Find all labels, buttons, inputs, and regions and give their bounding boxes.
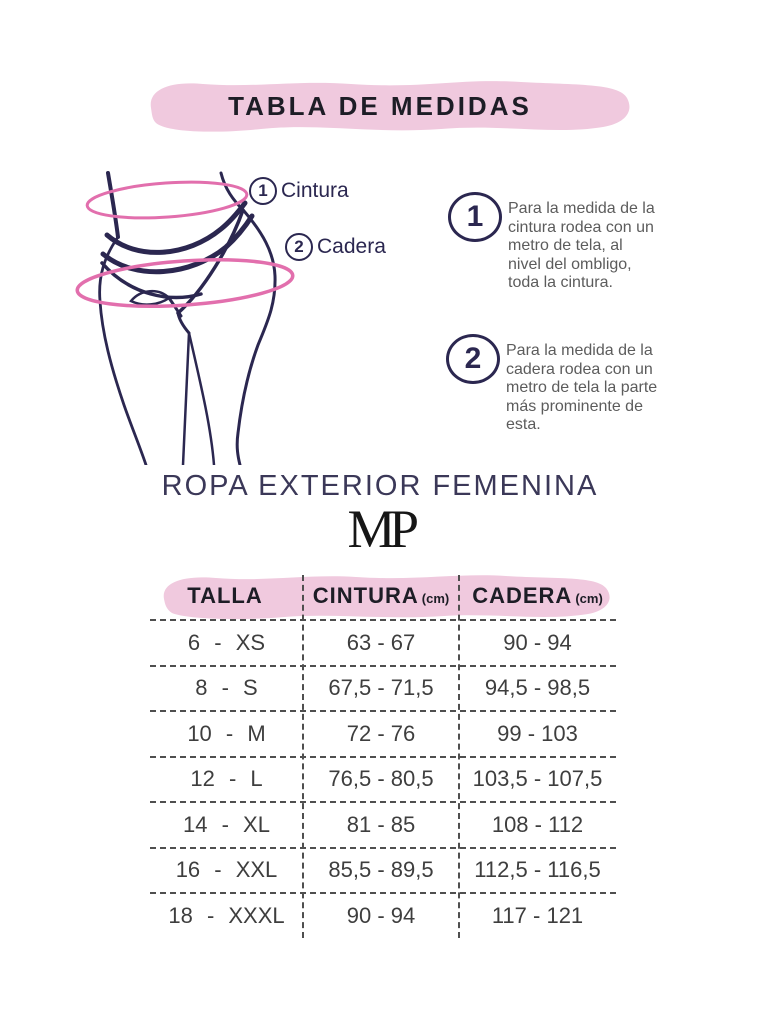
talla-cell: 14 - XL [183, 811, 270, 837]
cintura-cell: 63 - 67 [346, 629, 416, 655]
size-row [150, 847, 616, 893]
size-table-rows [150, 619, 616, 938]
col-header-talla [150, 583, 303, 609]
col-header-talla-label: TALLA [187, 583, 263, 608]
col-header-cintura-unit: (cm) [421, 591, 450, 606]
hip-label [285, 233, 386, 261]
number-1-badge: 1 [249, 177, 277, 205]
size-row [150, 756, 616, 802]
col-header-cadera-label: CADERA [472, 583, 573, 608]
size-row [150, 892, 616, 938]
size-row [150, 665, 616, 711]
cadera-cell: 112,5 - 116,5 [474, 857, 601, 883]
brand-logo: MP [347, 499, 413, 559]
cadera-cell: 117 - 121 [491, 902, 584, 928]
cadera-cell: 94,5 - 98,5 [484, 675, 591, 701]
cintura-cell: 72 - 76 [346, 720, 416, 746]
cadera-cell: 99 - 103 [497, 720, 578, 746]
talla-cell: 18 - XXXL [168, 902, 285, 928]
size-row [150, 710, 616, 756]
cintura-cell: 90 - 94 [346, 902, 416, 928]
talla-cell: 16 - XXL [175, 857, 278, 883]
column-divider-1 [302, 575, 304, 938]
step-2-text: Para la medida de la cadera rodea con un metro de tela la parte más prominente de esta. [506, 342, 658, 433]
column-divider-2 [458, 575, 460, 938]
cadera-cell: 103,5 - 107,5 [472, 766, 603, 792]
section-heading: ROPA EXTERIOR FEMENINA [161, 470, 599, 502]
waist-label [249, 177, 349, 205]
number-2-badge: 2 [285, 233, 313, 261]
col-header-cintura-label: CINTURA [312, 583, 419, 608]
hip-ellipse [76, 254, 295, 313]
size-row [150, 619, 616, 665]
talla-cell: 10 - M [187, 720, 266, 746]
cintura-cell: 76,5 - 80,5 [328, 766, 434, 792]
title-banner [123, 76, 637, 136]
cintura-cell: 85,5 - 89,5 [328, 857, 434, 883]
talla-cell: 8 - S [195, 675, 258, 701]
step-1-badge: 1 [448, 192, 502, 242]
size-row [150, 801, 616, 847]
cadera-cell: 108 - 112 [491, 811, 584, 837]
talla-cell: 12 - L [190, 766, 263, 792]
hip-label-text: Cadera [317, 235, 386, 258]
size-table [150, 573, 616, 938]
talla-cell: 6 - XS [187, 629, 266, 655]
page-title: TABLA DE MEDIDAS [228, 90, 532, 121]
step-2-badge: 2 [446, 334, 500, 384]
col-header-cintura [303, 583, 459, 609]
col-header-cadera-unit: (cm) [575, 591, 603, 606]
cintura-cell: 67,5 - 71,5 [328, 675, 434, 701]
table-header-row [150, 573, 616, 619]
cadera-cell: 90 - 94 [503, 629, 572, 655]
waist-label-text: Cintura [281, 179, 349, 202]
col-header-cadera [459, 583, 616, 609]
step-1-text: Para la medida de la cintura rodea con un metro de tela, al nivel del ombligo, toda la cintura. [508, 200, 655, 291]
cintura-cell: 81 - 85 [346, 811, 416, 837]
